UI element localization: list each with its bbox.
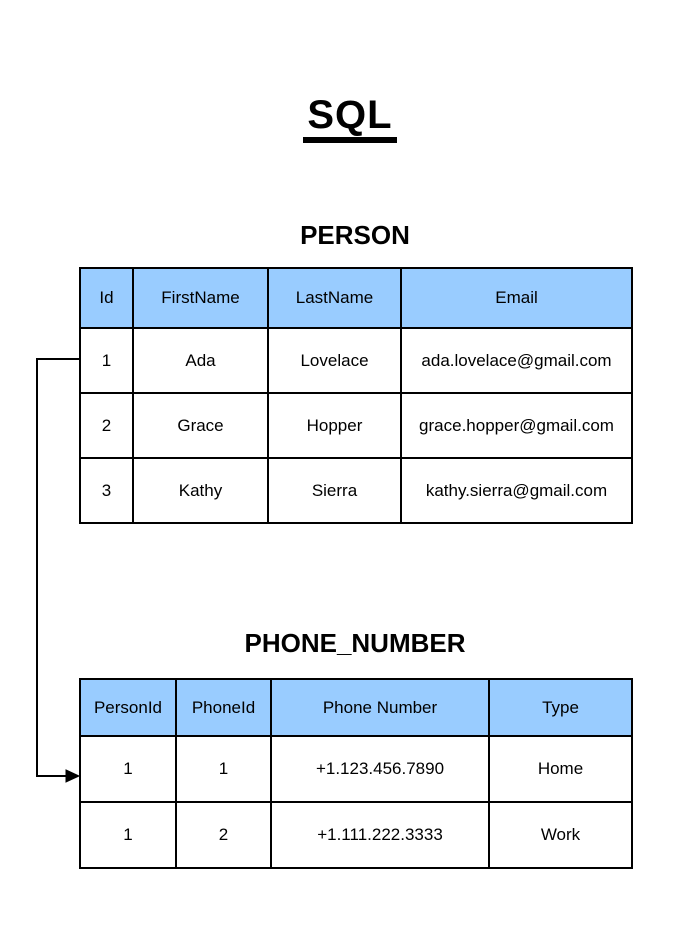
- connector-arrowhead-icon: [66, 770, 79, 782]
- table-cell: Ada: [133, 328, 268, 393]
- table-cell: Work: [489, 802, 632, 868]
- table-cell: Sierra: [268, 458, 401, 523]
- phone-row-2: [80, 802, 632, 868]
- table-cell: grace.hopper@gmail.com: [401, 393, 632, 458]
- column-header-email: Email: [401, 268, 632, 328]
- column-header-phoneid: PhoneId: [176, 679, 271, 736]
- column-header-phone-number: Phone Number: [271, 679, 489, 736]
- table-cell: ada.lovelace@gmail.com: [401, 328, 632, 393]
- column-header-personid: PersonId: [80, 679, 176, 736]
- table-cell: Lovelace: [268, 328, 401, 393]
- person-row-3: [80, 458, 632, 523]
- table-cell: Hopper: [268, 393, 401, 458]
- person-row-1: [80, 328, 632, 393]
- phone-number-table: [79, 678, 633, 869]
- table-cell: kathy.sierra@gmail.com: [401, 458, 632, 523]
- table-cell: 1: [176, 736, 271, 802]
- table-cell: +1.123.456.7890: [271, 736, 489, 802]
- table-cell: Grace: [133, 393, 268, 458]
- connector-line: [37, 359, 79, 776]
- phone-table-title: PHONE_NUMBER: [244, 628, 466, 658]
- column-header-firstname: FirstName: [133, 268, 268, 328]
- table-cell: Kathy: [133, 458, 268, 523]
- table-cell: 1: [80, 802, 176, 868]
- table-cell: 2: [80, 393, 133, 458]
- column-header-id: Id: [80, 268, 133, 328]
- column-header-lastname: LastName: [268, 268, 401, 328]
- phone-header-row: [80, 679, 632, 736]
- table-cell: Home: [489, 736, 632, 802]
- phone-row-1: [80, 736, 632, 802]
- person-header-row: [80, 268, 632, 328]
- person-table-title: PERSON: [300, 220, 410, 250]
- column-header-type: Type: [489, 679, 632, 736]
- table-cell: 1: [80, 736, 176, 802]
- person-row-2: [80, 393, 632, 458]
- table-cell: 3: [80, 458, 133, 523]
- person-table: [79, 267, 633, 524]
- table-cell: 2: [176, 802, 271, 868]
- diagram-title-wrap: [18, 94, 682, 143]
- diagram-title: SQL: [303, 94, 396, 143]
- table-cell: +1.111.222.3333: [271, 802, 489, 868]
- table-cell: 1: [80, 328, 133, 393]
